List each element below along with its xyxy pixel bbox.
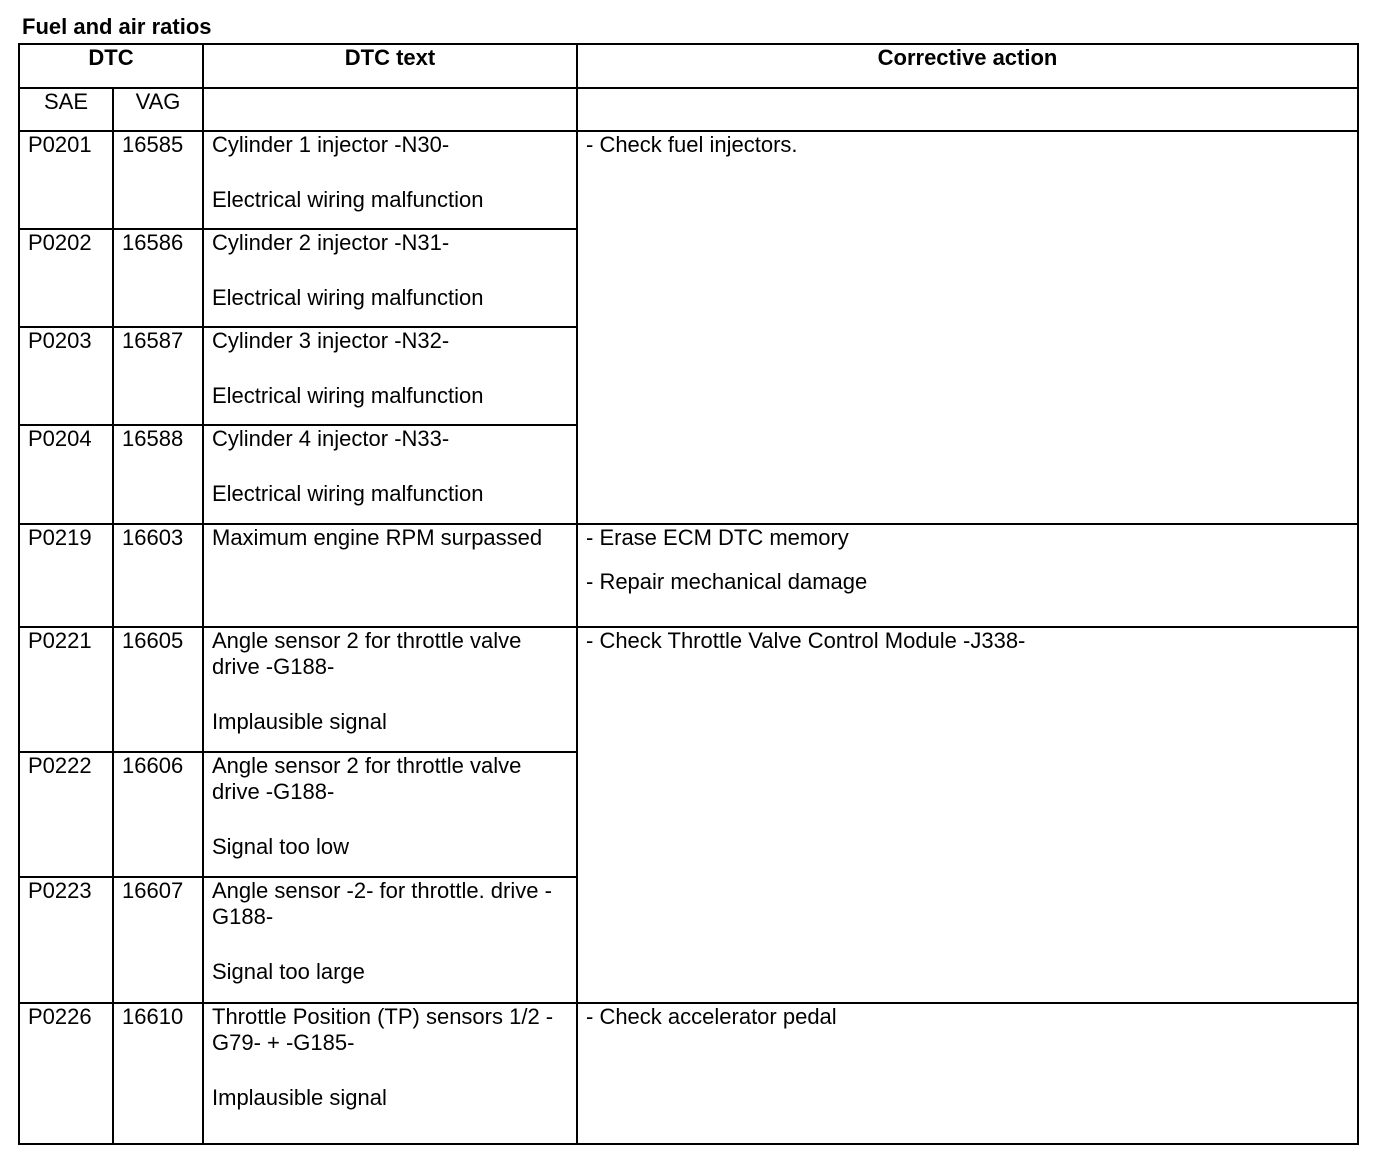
- sae-code: P0221: [19, 627, 113, 752]
- vag-code: 16586: [113, 229, 203, 327]
- action-item: - Check accelerator pedal: [586, 1004, 837, 1029]
- dtc-text-cell: [203, 627, 577, 752]
- dtc-text-cell: [203, 524, 577, 627]
- corrective-action-cell: [577, 131, 1358, 524]
- dtc-description: Throttle Position (TP) sensors 1/2 -G79- + -G185-: [212, 1004, 554, 1055]
- sae-code: P0222: [19, 752, 113, 877]
- dtc-text-cell: [203, 752, 577, 877]
- dtc-text-cell: [203, 229, 577, 327]
- sae-code: P0219: [19, 524, 113, 627]
- dtc-condition: Implausible signal: [212, 709, 387, 734]
- corrective-action-cell: [577, 1003, 1358, 1144]
- action-item: - Check Throttle Valve Control Module -J338-: [586, 628, 1026, 653]
- subheader-empty-cell: [203, 88, 577, 131]
- table-row: [19, 131, 1358, 229]
- vag-code: 16588: [113, 425, 203, 524]
- table-row: [19, 524, 1358, 627]
- dtc-description: Cylinder 4 injector -N33-: [212, 426, 450, 451]
- dtc-description: Angle sensor 2 for throttle valve drive -G188-: [212, 753, 522, 804]
- dtc-condition: Electrical wiring malfunction: [212, 187, 484, 212]
- dtc-description: Cylinder 3 injector -N32-: [212, 328, 450, 353]
- dtc-condition: Implausible signal: [212, 1085, 387, 1110]
- dtc-condition: Signal too low: [212, 834, 349, 859]
- vag-code: 16610: [113, 1003, 203, 1144]
- header-row: [19, 44, 1358, 88]
- dtc-text-cell: [203, 425, 577, 524]
- dtc-description: Maximum engine RPM surpassed: [212, 525, 543, 550]
- table-row: [19, 1003, 1358, 1144]
- subheader-empty-cell: [577, 88, 1358, 131]
- dtc-description: Angle sensor -2- for throttle. drive -G188-: [212, 878, 552, 929]
- dtc-condition: Signal too large: [212, 959, 365, 984]
- header-corrective-action: Corrective action: [577, 44, 1358, 88]
- sae-code: P0226: [19, 1003, 113, 1144]
- dtc-description: Angle sensor 2 for throttle valve drive -G188-: [212, 628, 522, 679]
- vag-code: 16585: [113, 131, 203, 229]
- dtc-text-cell: [203, 327, 577, 425]
- action-item: - Check fuel injectors.: [586, 132, 798, 157]
- vag-code: 16607: [113, 877, 203, 1003]
- action-item: - Erase ECM DTC memory: [586, 525, 849, 550]
- vag-code: 16603: [113, 524, 203, 627]
- dtc-condition: Electrical wiring malfunction: [212, 285, 484, 310]
- dtc-text-cell: [203, 131, 577, 229]
- header-dtc-text: DTC text: [203, 44, 577, 88]
- page-title: Fuel and air ratios: [22, 14, 212, 39]
- action-item: - Repair mechanical damage: [586, 569, 868, 594]
- dtc-condition: Electrical wiring malfunction: [212, 383, 484, 408]
- corrective-action-cell: [577, 627, 1358, 1003]
- sae-code: P0201: [19, 131, 113, 229]
- dtc-table: [18, 43, 1359, 1145]
- dtc-description: Cylinder 2 injector -N31-: [212, 230, 450, 255]
- sae-code: P0202: [19, 229, 113, 327]
- vag-code: 16587: [113, 327, 203, 425]
- dtc-text-cell: [203, 877, 577, 1003]
- table-row: [19, 627, 1358, 752]
- dtc-text-cell: [203, 1003, 577, 1144]
- corrective-action-cell: [577, 524, 1358, 627]
- header-sae: SAE: [19, 88, 113, 131]
- subheader-row: [19, 88, 1358, 131]
- header-dtc: DTC: [19, 44, 203, 88]
- vag-code: 16605: [113, 627, 203, 752]
- sae-code: P0223: [19, 877, 113, 1003]
- sae-code: P0203: [19, 327, 113, 425]
- dtc-condition: Electrical wiring malfunction: [212, 481, 484, 506]
- dtc-description: Cylinder 1 injector -N30-: [212, 132, 450, 157]
- vag-code: 16606: [113, 752, 203, 877]
- header-vag: VAG: [113, 88, 203, 131]
- sae-code: P0204: [19, 425, 113, 524]
